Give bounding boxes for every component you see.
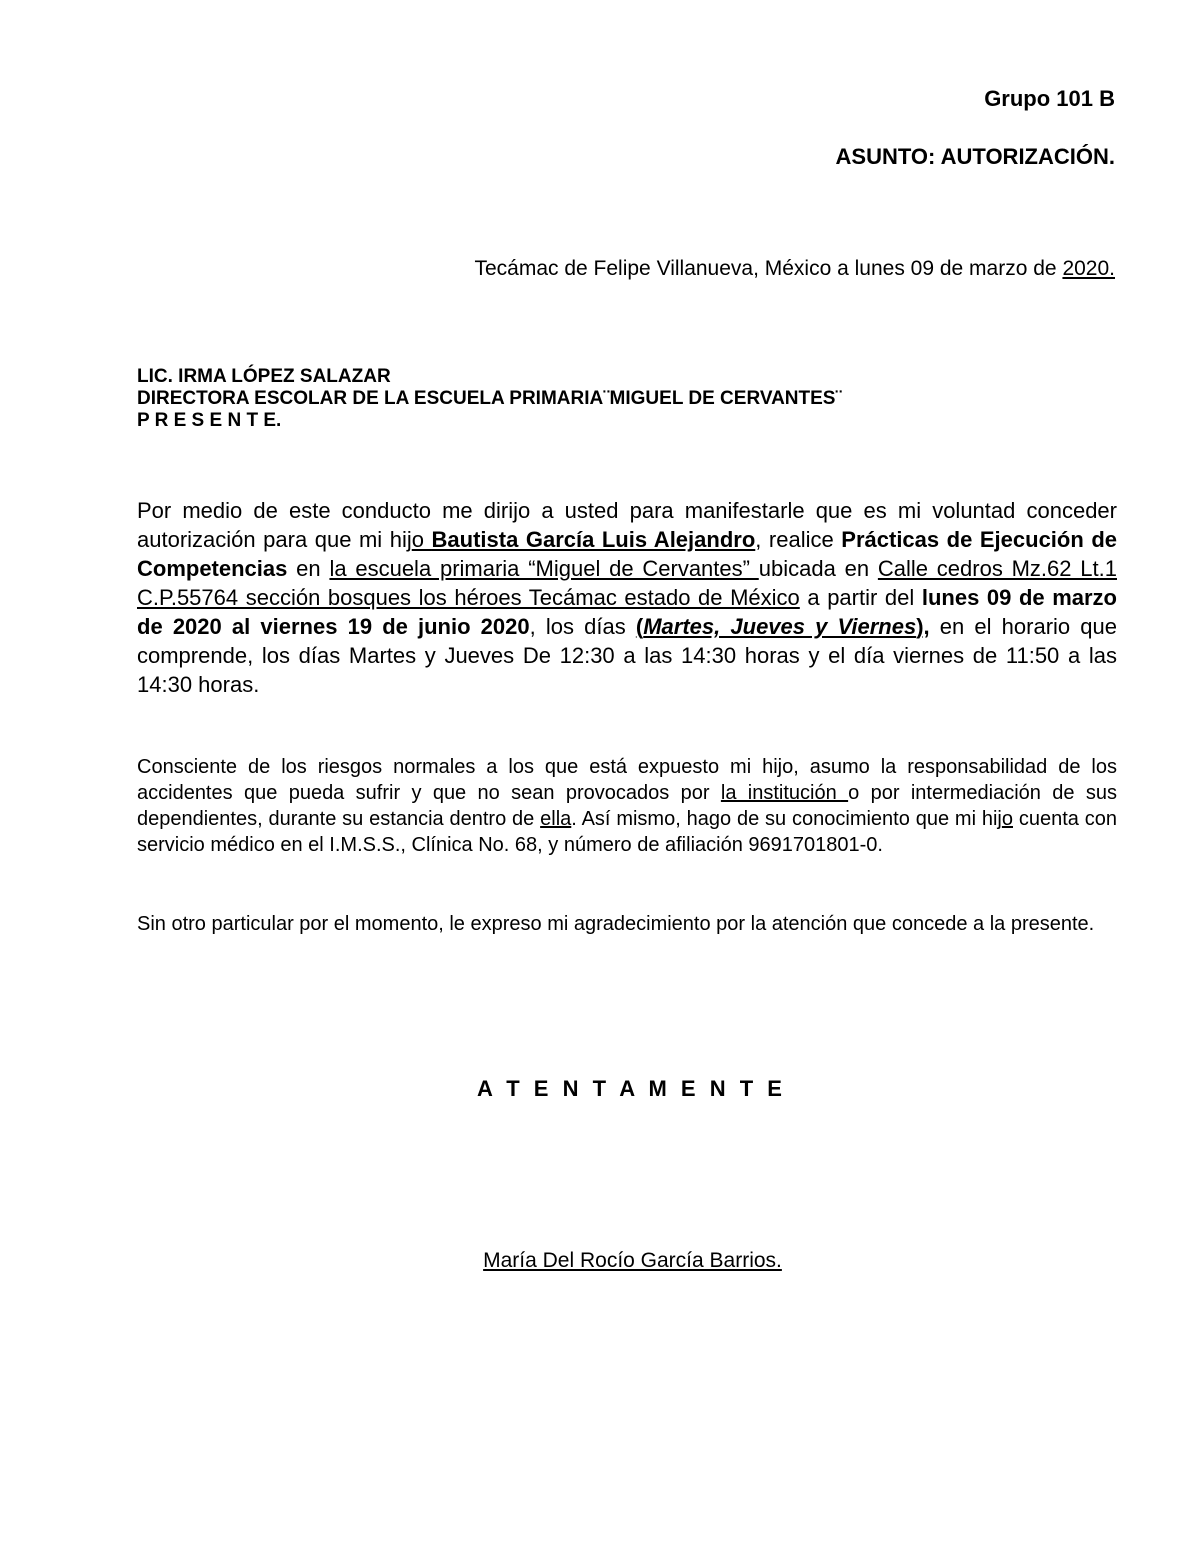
paragraph-responsibility: [137, 754, 1117, 858]
p1-text-1: Por medio de este conducto me dirijo a usted para manifestarle que es mi voluntad conceder autorización para que mi hij: [137, 498, 1117, 552]
signature-name: María Del Rocío García Barrios.: [483, 1249, 782, 1272]
subject-line: ASUNTO: AUTORIZACIÓN.: [835, 144, 1115, 169]
practice-period: lunes 09 de marzo de 2020 al viernes 19 de junio 2020: [137, 585, 1117, 639]
addressee-block: [137, 366, 842, 432]
p2-text-1: Consciente de los riesgos normales a los que está expuesto mi hijo, asumo la responsabilidad de los accidentes que pueda sufrir y que no sean provocados por: [137, 756, 1117, 804]
institution-text: la institución: [720, 782, 849, 804]
practice-days: Martes, Jueves y Viernes: [643, 614, 917, 639]
school-name: la escuela primaria “Miguel de Cervantes”: [329, 556, 759, 581]
p1-text-5: ubicada en: [758, 556, 878, 581]
closing-text: A T E N T A M E N T E: [477, 1076, 786, 1101]
p1-text-2: o: [411, 527, 432, 552]
p2-text-3: . Así mismo, hago de su conocimiento que mi hij: [571, 808, 1002, 830]
date-year: 2020.: [1062, 257, 1115, 280]
date-line: [474, 257, 1115, 281]
practice-name: Prácticas de Ejecución de Competencias: [137, 527, 1117, 581]
p2-text-2: o por intermediación de sus dependientes, durante su estancia dentro de: [137, 782, 1117, 830]
p1-text-7: , los días: [529, 614, 636, 639]
addressee-role: DIRECTORA ESCOLAR DE LA ESCUELA PRIMARIA¨MIGUEL DE CERVANTES¨: [137, 388, 842, 409]
ella-text: ella: [540, 808, 572, 830]
p1-text-8: en el horario que comprende, los días Martes y Jueves De 12:30 a las 14:30 horas y el día viernes de 11:50 a las 14:30 horas.: [137, 614, 1118, 697]
p1-text-3: , realice: [755, 527, 842, 552]
school-address: Calle cedros Mz.62 Lt.1 C.P.55764 sección bosques los héroes Tecámac estado de México: [137, 556, 1117, 610]
hijo-o-text: o: [1001, 808, 1013, 830]
paragraph-authorization: [137, 496, 1117, 699]
date-text: Tecámac de Felipe Villanueva, México a lunes 09 de marzo de: [474, 257, 1063, 280]
group-label: Grupo 101 B: [984, 86, 1115, 111]
p2-text-4: cuenta con servicio médico en el I.M.S.S., Clínica No. 68, y número de afiliación 9691701801-0.: [137, 808, 1117, 856]
p1-text-4: en: [287, 556, 330, 581]
addressee-present: P R E S E N T E.: [137, 410, 282, 431]
paragraph-thanks: Sin otro particular por el momento, le expreso mi agradecimiento por la atención que concede a la presente.: [137, 913, 1095, 935]
p1-text-6: a partir del: [799, 585, 922, 610]
student-name: Bautista García Luis Alejandro: [431, 527, 756, 552]
days-paren-open: (: [635, 614, 644, 639]
days-paren-close: ),: [916, 614, 930, 639]
addressee-name: LIC. IRMA LÓPEZ SALAZAR: [137, 366, 391, 387]
